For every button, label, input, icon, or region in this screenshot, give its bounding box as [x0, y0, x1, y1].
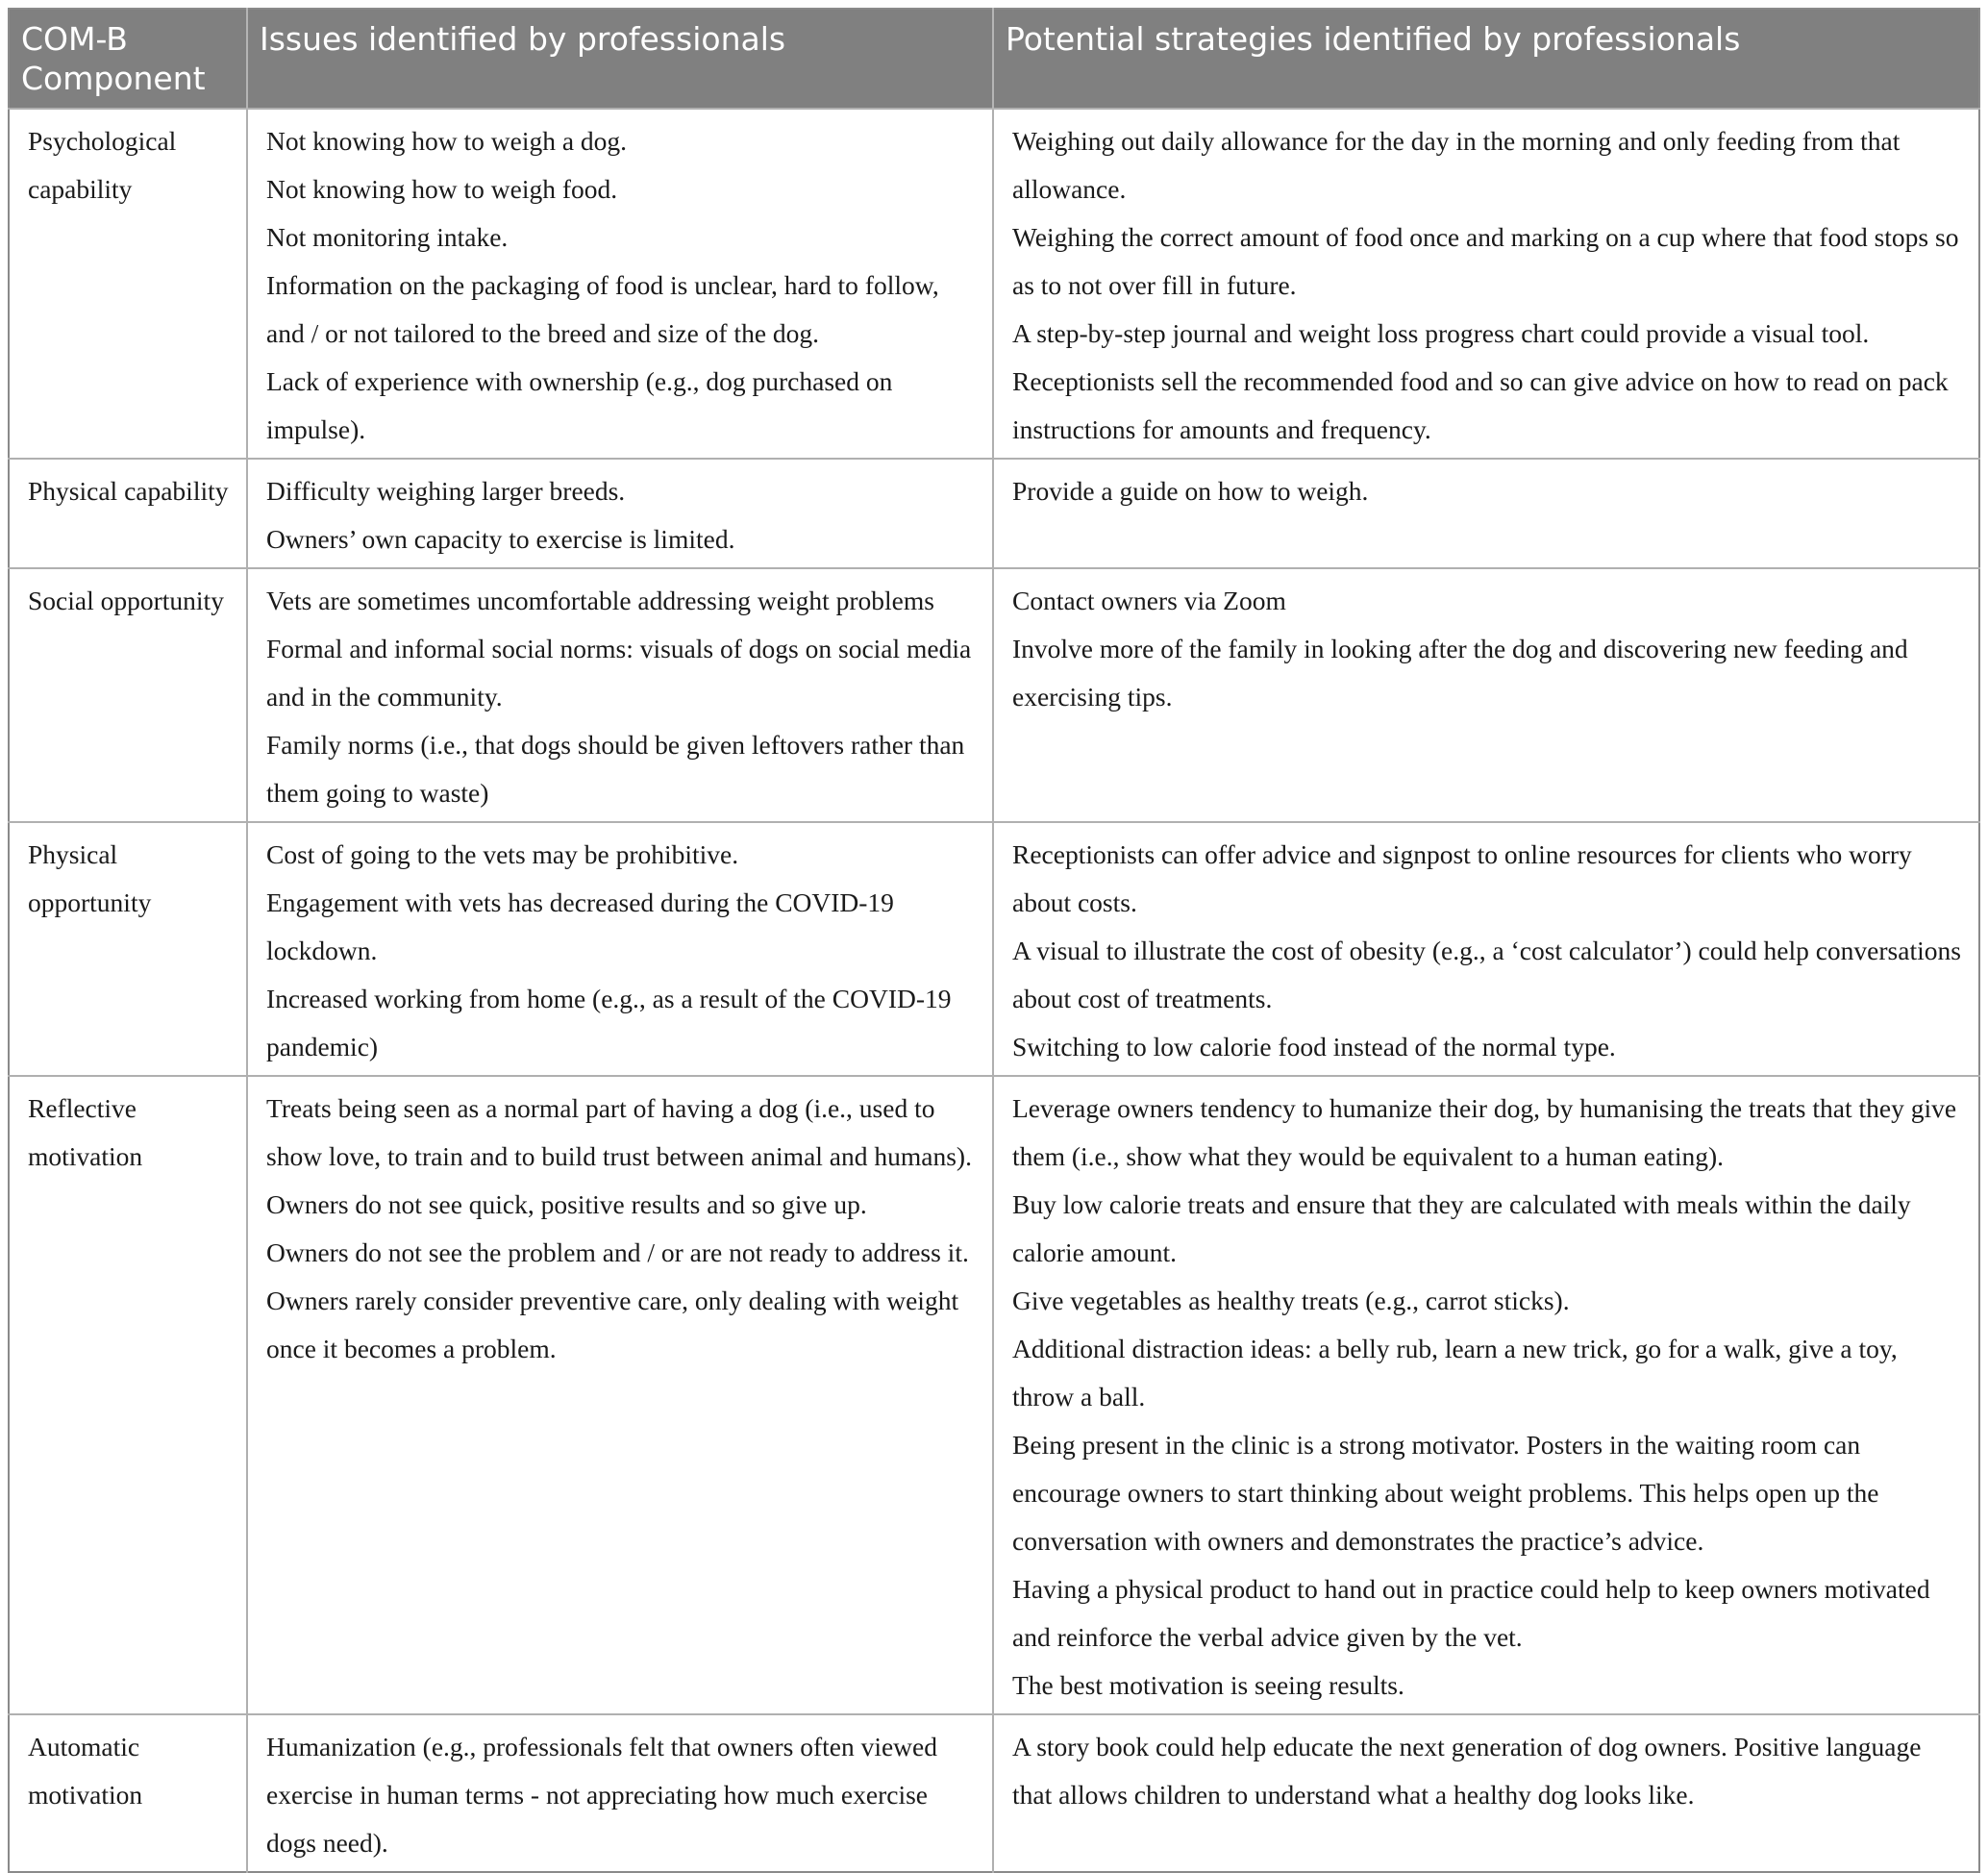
issue-item: Cost of going to the vets may be prohibitive. [266, 839, 739, 869]
strategies-cell [993, 109, 1979, 459]
issue-item: Owners’ own capacity to exercise is limited. [266, 524, 735, 554]
com-b-table [8, 8, 1980, 1873]
issue-item: Owners do not see the problem and / or are not ready to address it. [266, 1237, 969, 1267]
issue-item: Family norms (i.e., that dogs should be given leftovers rather than them going to waste) [266, 730, 965, 808]
strategy-item: A visual to illustrate the cost of obesity (e.g., a ‘cost calculator’) could help conversations about cost of treatments. [1012, 936, 1961, 1013]
issue-item: Difficulty weighing larger breeds. [266, 476, 626, 506]
component-cell: Psychological capability [9, 109, 247, 459]
header-issues: Issues identified by professionals [247, 9, 993, 109]
strategy-item: Involve more of the family in looking after the dog and discovering new feeding and exercising tips. [1012, 634, 1908, 712]
issues-cell [247, 1076, 993, 1714]
strategies-cell [993, 568, 1979, 822]
issues-cell [247, 1714, 993, 1872]
issue-item: Information on the packaging of food is unclear, hard to follow, and / or not tailored to the breed and size of the dog. [266, 270, 939, 348]
strategies-cell [993, 459, 1979, 568]
strategy-item: Contact owners via Zoom [1012, 586, 1286, 615]
strategies-cell [993, 1076, 1979, 1714]
component-cell: Reflective motivation [9, 1076, 247, 1714]
strategy-item: Receptionists sell the recommended food and so can give advice on how to read on pack instructions for amounts and frequency. [1012, 366, 1949, 444]
table-header [9, 9, 1979, 109]
component-cell: Social opportunity [9, 568, 247, 822]
issue-item: Lack of experience with ownership (e.g., dog purchased on impulse). [266, 366, 893, 444]
issues-cell [247, 568, 993, 822]
table-row [9, 109, 1979, 459]
strategy-item: Having a physical product to hand out in practice could help to keep owners motivated and reinforce the verbal advice given by the vet. [1012, 1574, 1930, 1652]
table-row [9, 1076, 1979, 1714]
issue-item: Not knowing how to weigh a dog. [266, 126, 628, 156]
strategy-item: The best motivation is seeing results. [1012, 1670, 1404, 1700]
issues-cell [247, 459, 993, 568]
issue-item: Increased working from home (e.g., as a result of the COVID-19 pandemic) [266, 984, 952, 1061]
header-row [9, 9, 1979, 109]
component-cell: Physical opportunity [9, 822, 247, 1076]
com-b-table-container [8, 8, 1978, 1873]
strategy-item: Buy low calorie treats and ensure that they are calculated with meals within the daily calorie amount. [1012, 1189, 1911, 1267]
strategy-item: A story book could help educate the next generation of dog owners. Positive language that allows children to understand what a healthy dog looks like. [1012, 1732, 1922, 1810]
strategies-cell [993, 1714, 1979, 1872]
strategy-item: Weighing out daily allowance for the day in the morning and only feeding from that allowance. [1012, 126, 1901, 204]
strategy-item: Leverage owners tendency to humanize their dog, by humanising the treats that they give them (i.e., show what they would be equivalent to a human eating). [1012, 1093, 1957, 1171]
table-row [9, 459, 1979, 568]
strategy-item: Receptionists can offer advice and signpost to online resources for clients who worry about costs. [1012, 839, 1912, 917]
strategy-item: Give vegetables as healthy treats (e.g., carrot sticks). [1012, 1286, 1570, 1315]
header-com-b-component: COM-B Component [9, 9, 247, 109]
header-strategies: Potential strategies identified by professionals [993, 9, 1979, 109]
strategy-item: Switching to low calorie food instead of the normal type. [1012, 1032, 1616, 1061]
strategy-item: Being present in the clinic is a strong motivator. Posters in the waiting room can encourage owners to start thinking about weight problems. This helps open up the conversation with owners and demonstrates the practice’s advice. [1012, 1430, 1879, 1556]
strategies-cell [993, 822, 1979, 1076]
issue-item: Formal and informal social norms: visuals of dogs on social media and in the community. [266, 634, 972, 712]
strategy-item: Weighing the correct amount of food once and marking on a cup where that food stops so as to not over fill in future. [1012, 222, 1959, 300]
issue-item: Not knowing how to weigh food. [266, 174, 618, 204]
issue-item: Not monitoring intake. [266, 222, 509, 252]
table-row [9, 568, 1979, 822]
strategy-item: Additional distraction ideas: a belly rub, learn a new trick, go for a walk, give a toy, throw a ball. [1012, 1334, 1898, 1411]
issues-cell [247, 109, 993, 459]
component-cell: Physical capability [9, 459, 247, 568]
table-row [9, 1714, 1979, 1872]
component-cell: Automatic motivation [9, 1714, 247, 1872]
issue-item: Humanization (e.g., professionals felt that owners often viewed exercise in human terms - not appreciating how much exercise dogs need). [266, 1732, 937, 1858]
issue-item: Owners rarely consider preventive care, only dealing with weight once it becomes a problem. [266, 1286, 959, 1363]
table-body [9, 109, 1979, 1872]
table-row [9, 822, 1979, 1076]
strategy-item: A step-by-step journal and weight loss progress chart could provide a visual tool. [1012, 318, 1870, 348]
issue-item: Owners do not see quick, positive results and so give up. [266, 1189, 867, 1219]
strategy-item: Provide a guide on how to weigh. [1012, 476, 1369, 506]
issues-cell [247, 822, 993, 1076]
issue-item: Engagement with vets has decreased during the COVID-19 lockdown. [266, 887, 894, 965]
issue-item: Treats being seen as a normal part of having a dog (i.e., used to show love, to train and to build trust between animal and humans). [266, 1093, 972, 1171]
issue-item: Vets are sometimes uncomfortable addressing weight problems [266, 586, 934, 615]
